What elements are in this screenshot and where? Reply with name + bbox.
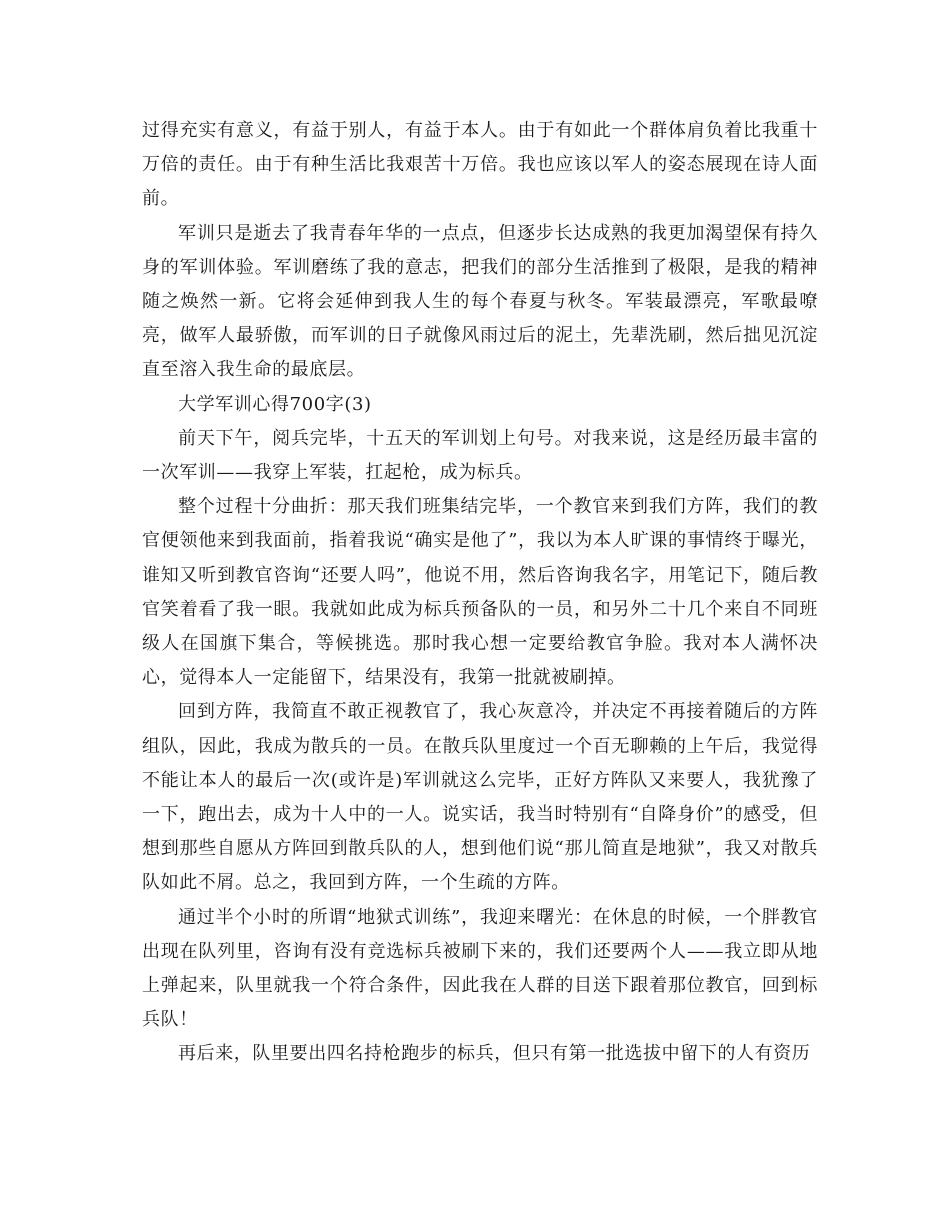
paragraph-7: 再后来，队里要出四名持枪跑步的标兵，但只有第一批选拔中留下的人有资历 <box>178 1043 811 1065</box>
paragraph-5: 回到方阵，我简直不敢正视教官了，我心灰意冷，并决定不再接着随后的方阵组队，因此，我成为散兵的一员。在散兵队里度过一个百无聊赖的上午后，我觉得不能让本人的最后一次(或许是)军训就这么完毕，正好方阵队又来要人，我犹豫了一下，跑出去，成为十人中的一人。说实话，我当时特别有“自降身价”的感受，但想到那些自愿从方阵回到散兵队的人，想到他们说“那儿简直是地狱”，我又对散兵队如此不屑。总之，我回到方阵，一个生疏的方阵。 <box>142 701 818 894</box>
paragraph-6: 通过半个小时的所谓“地狱式训练”，我迎来曙光：在休息的时候，一个胖教官出现在队列里，咨询有没有竞选标兵被刷下来的，我们还要两个人——我立即从地上弹起来，队里就我一个符合条件，因此我在人群的目送下跟着那位教官，回到标兵队！ <box>142 906 818 1031</box>
paragraph-4: 整个过程十分曲折：那天我们班集结完毕，一个教官来到我们方阵，我们的教官便领他来到我面前，指着我说“确实是他了”，我以为本人旷课的事情终于曝光，谁知又听到教官咨询“还要人吗”，他说不用，然后咨询我名字，用笔记下，随后教官笑着看了我一眼。我就如此成为标兵预备队的一员，和另外二十几个来自不同班级人在国旗下集合，等候挑选。那时我心想一定要给教官争脸。我对本人满怀决心，觉得本人一定能留下，结果没有，我第一批就被刷掉。 <box>142 496 818 689</box>
section-heading: 大学军训心得700字(3) <box>178 393 372 415</box>
paragraph-2: 军训只是逝去了我青春年华的一点点，但逐步长达成熟的我更加渴望保有持久身的军训体验。军训磨练了我的意志，把我们的部分生活推到了极限，是我的精神随之焕然一新。它将会延伸到我人生的每个春夏与秋冬。军装最漂亮，军歌最嘹亮，做军人最骄傲，而军训的日子就像风雨过后的泥土，先辈洗刷，然后拙见沉淀直至溶入我生命的最底层。 <box>142 222 818 381</box>
document-body <box>142 114 818 1072</box>
paragraph-1: 过得充实有意义，有益于别人，有益于本人。由于有如此一个群体肩负着比我重十万倍的责任。由于有种生活比我艰苦十万倍。我也应该以军人的姿态展现在诗人面前。 <box>142 120 818 210</box>
paragraph-3: 前天下午，阅兵完毕，十五天的军训划上句号。对我来说，这是经历最丰富的一次军训——我穿上军装，扛起枪，成为标兵。 <box>142 427 818 484</box>
